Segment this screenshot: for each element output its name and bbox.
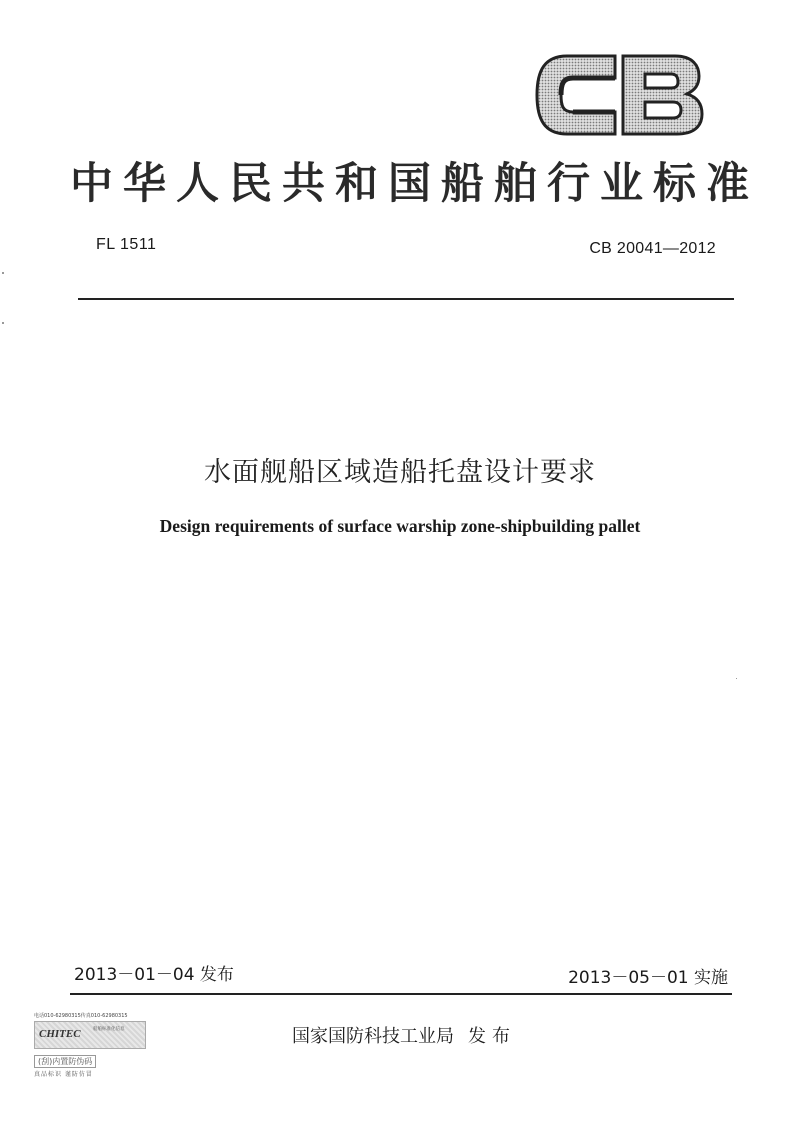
scan-speck bbox=[736, 678, 737, 679]
issuer bbox=[292, 1022, 516, 1048]
label-hologram bbox=[34, 1021, 146, 1049]
issuer-suffix: 发布 bbox=[468, 1026, 516, 1047]
label-footer: 真品标识 谨防仿冒 bbox=[34, 1071, 93, 1078]
scan-speck bbox=[2, 322, 4, 324]
anti-counterfeit-label bbox=[34, 1012, 146, 1078]
issue-date: 2013－01－04 发布 bbox=[74, 965, 234, 985]
title-chinese: 水面舰船区域造船托盘设计要求 bbox=[204, 457, 596, 488]
classification-code: FL 1511 bbox=[96, 236, 157, 253]
label-brand: CHITEC bbox=[39, 1028, 81, 1040]
label-subtext: 船舶标准化信息 bbox=[93, 1027, 125, 1032]
footer-divider bbox=[70, 993, 732, 995]
title-english: Design requirements of surface warship zone-shipbuilding pallet bbox=[159, 516, 641, 536]
standard-number: CB 20041—2012 bbox=[589, 240, 716, 257]
implementation-date: 2013－05－01 实施 bbox=[568, 968, 728, 988]
issuer-name: 国家国防科技工业局 bbox=[292, 1026, 454, 1047]
label-phone: 电话010-62980315传真010-62980315 bbox=[34, 1013, 128, 1019]
label-code: (刮)内置防伪码 bbox=[34, 1055, 96, 1068]
cb-logo bbox=[535, 52, 705, 138]
header-divider bbox=[78, 298, 734, 300]
scan-speck bbox=[2, 272, 4, 274]
standard-title: 中华人民共和国船舶行业标准 bbox=[70, 159, 759, 209]
